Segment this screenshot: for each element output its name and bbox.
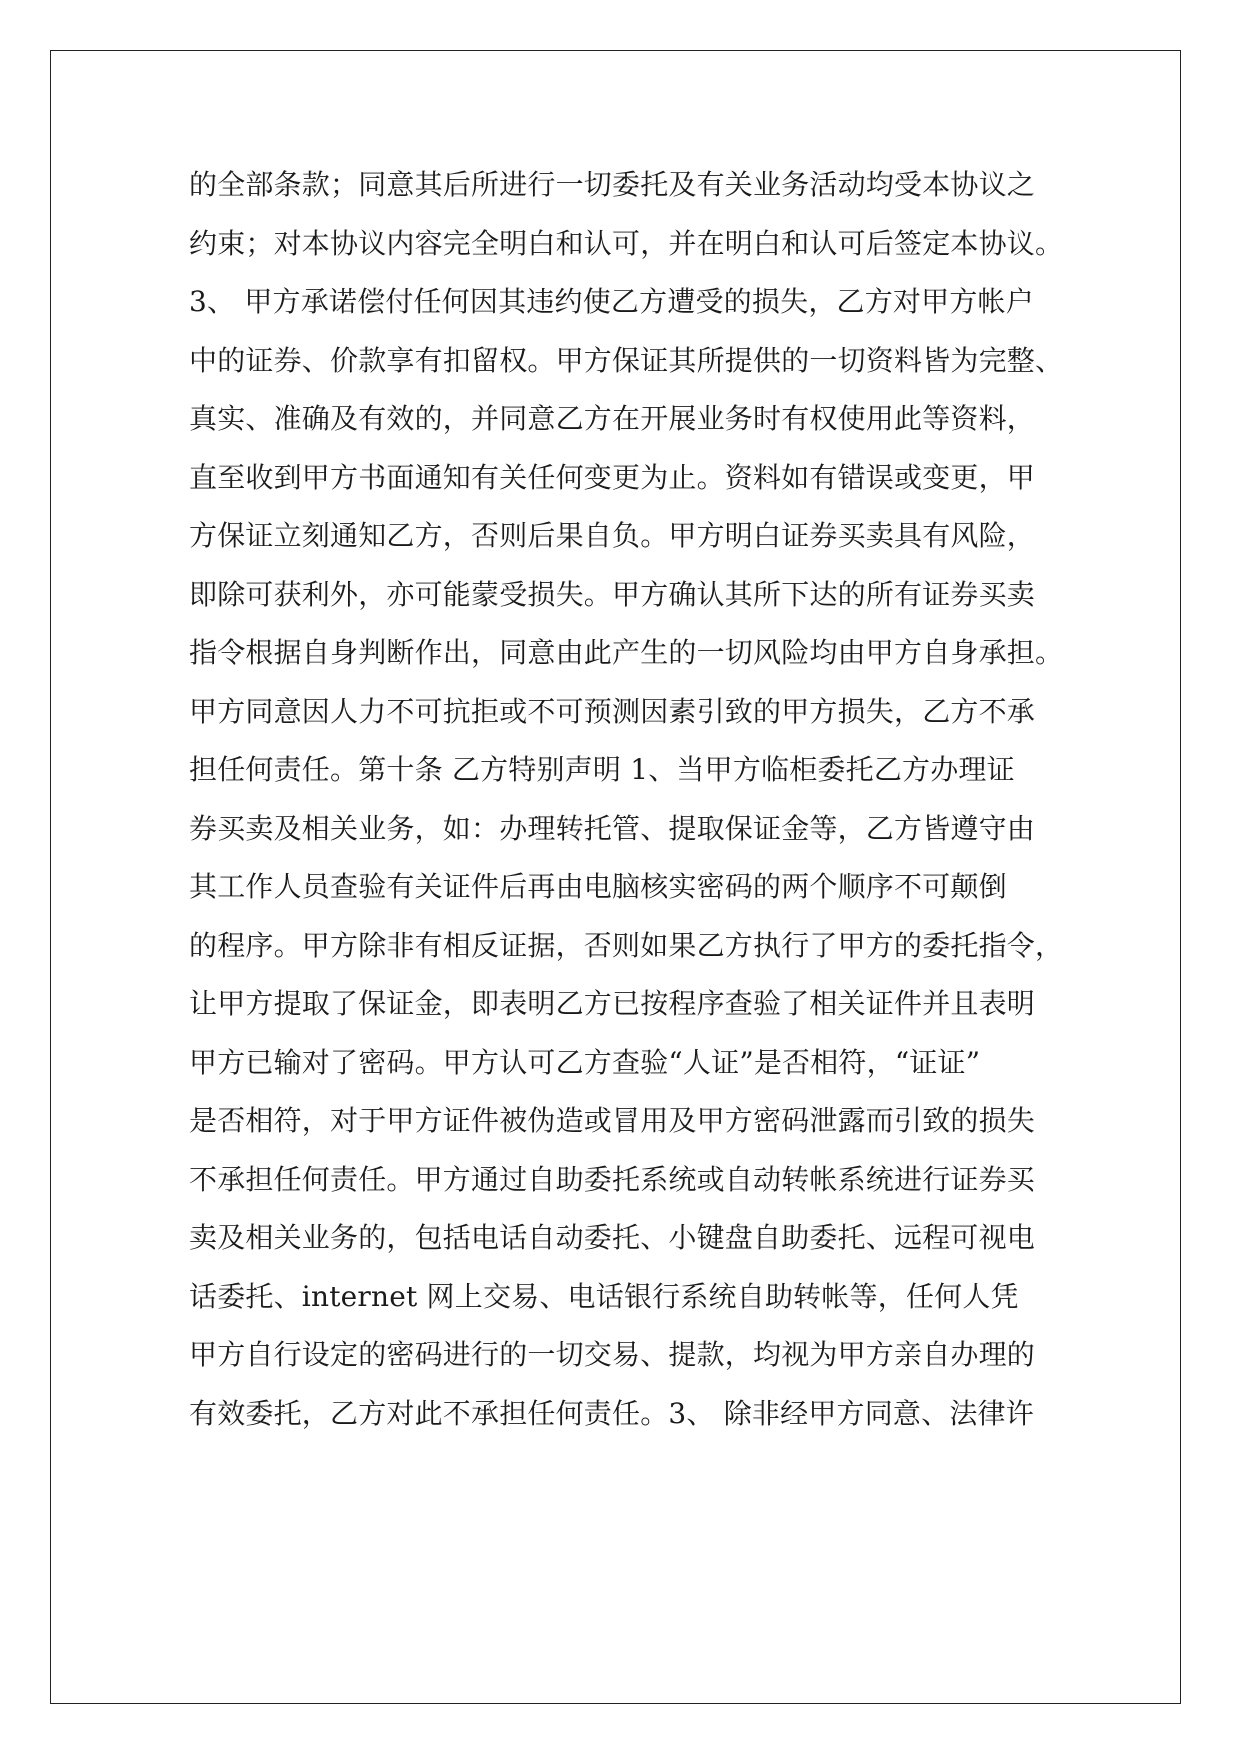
text-line-8: 即除可获利外，亦可能蒙受损失。甲方确认其所下达的所有证券买卖 <box>189 577 1036 611</box>
text-line-21: 甲方自行设定的密码进行的一切交易、提款，均视为甲方亲自办理的 <box>189 1338 1036 1371</box>
text-line-1: 的全部条款；同意其后所进行一切委托及有关业务活动均受本协议之 <box>189 168 1036 201</box>
text-line-18: 不承担任何责任。甲方通过自助委托系统或自动转帐系统进行证券买 <box>189 1162 1036 1196</box>
text-line-22: 有效委托，乙方对此不承担任何责任。3、 除非经甲方同意、法律许 <box>189 1396 1034 1430</box>
text-line-2: 约束；对本协议内容完全明白和认可，并在明白和认可后签定本协议。 <box>189 226 1064 260</box>
text-line-15: 让甲方提取了保证金，即表明乙方已按程序查验了相关证件并且表明 <box>189 987 1036 1020</box>
text-line-3: 3、 甲方承诺偿付任何因其违约使乙方遭受的损失，乙方对甲方帐户 <box>189 285 1034 318</box>
document-body <box>189 156 1064 1443</box>
text-line-16: 甲方已输对了密码。甲方认可乙方查验“人证”是否相符，“证证” <box>189 1045 981 1079</box>
text-line-17: 是否相符，对于甲方证件被伪造或冒用及甲方密码泄露而引致的损失 <box>189 1104 1036 1137</box>
text-line-12: 券买卖及相关业务，如：办理转托管、提取保证金等，乙方皆遵守由 <box>189 811 1036 845</box>
text-line-4: 中的证券、价款享有扣留权。甲方保证其所提供的一切资料皆为完整、 <box>189 343 1064 377</box>
text-line-5: 真实、准确及有效的，并同意乙方在开展业务时有权使用此等资料， <box>189 402 1036 435</box>
text-line-6: 直至收到甲方书面通知有关任何变更为止。资料如有错误或变更，甲 <box>189 460 1036 494</box>
text-line-9: 指令根据自身判断作出，同意由此产生的一切风险均由甲方自身承担。 <box>189 636 1064 669</box>
text-line-14: 的程序。甲方除非有相反证据，否则如果乙方执行了甲方的委托指令， <box>189 928 1064 962</box>
text-line-10: 甲方同意因人力不可抗拒或不可预测因素引致的甲方损失，乙方不承 <box>189 694 1036 728</box>
text-line-19: 卖及相关业务的，包括电话自动委托、小键盘自助委托、远程可视电 <box>189 1221 1036 1254</box>
text-line-7: 方保证立刻通知乙方，否则后果自负。甲方明白证券买卖具有风险， <box>189 519 1036 552</box>
text-line-13: 其工作人员查验有关证件后再由电脑核实密码的两个顺序不可颠倒 <box>189 870 1007 903</box>
text-line-20: 话委托、internet 网上交易、电话银行系统自助转帐等，任何人凭 <box>189 1279 1019 1313</box>
text-line-11: 担任何责任。第十条 乙方特别声明 1、当甲方临柜委托乙方办理证 <box>189 753 1015 786</box>
